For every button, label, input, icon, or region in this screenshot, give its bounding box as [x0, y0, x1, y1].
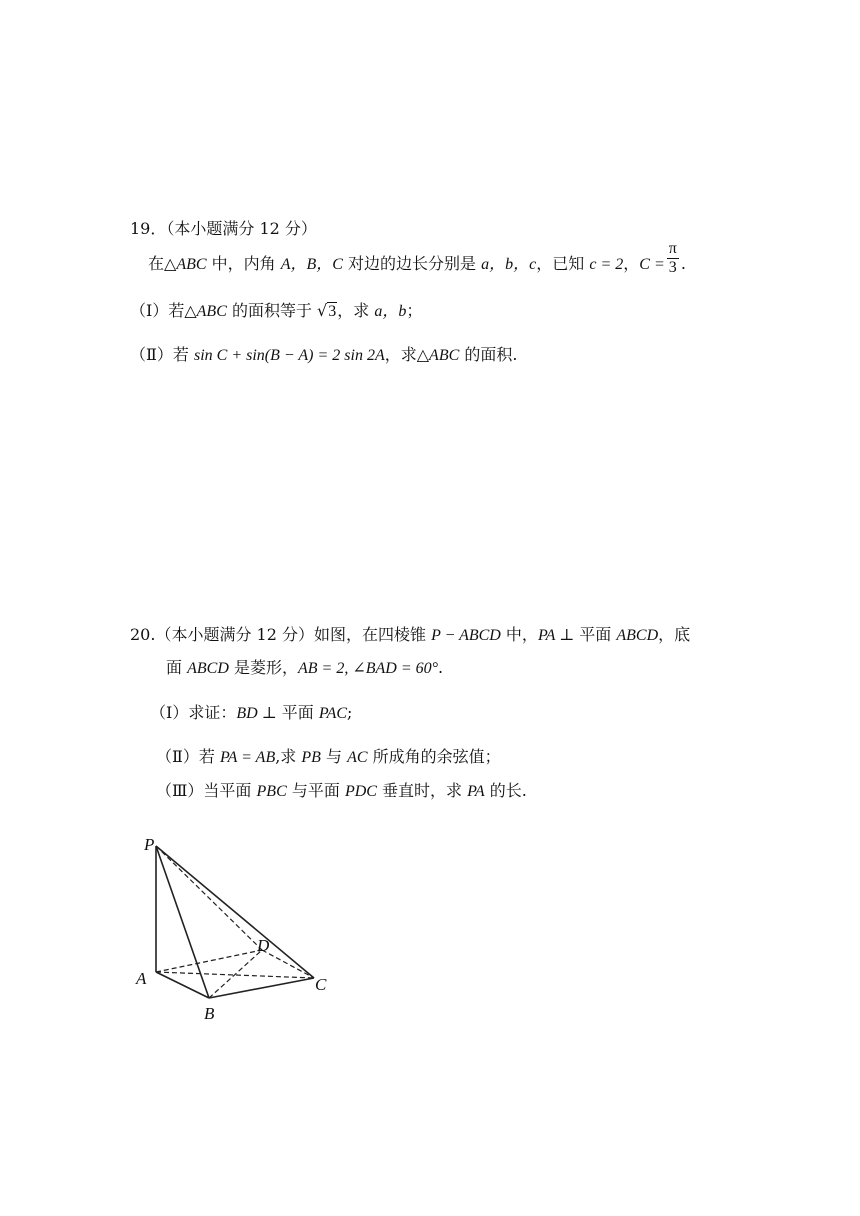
- q20-stem-line-2: [166, 657, 443, 680]
- q19-triangle-name: ABC: [176, 256, 207, 273]
- sqrt-3: √3: [317, 301, 337, 320]
- edge-pd: [156, 846, 262, 950]
- q20-stem-text: ，底: [658, 625, 691, 644]
- q20-part-3-text: 与平面: [286, 781, 345, 800]
- q19-triangle-name: ABC: [196, 303, 227, 320]
- q20-part-2-label: （Ⅱ）若: [156, 747, 220, 766]
- q20-pa-perp: PA ⊥: [537, 627, 575, 644]
- q19-part-1: [130, 300, 422, 323]
- q19-header: [130, 218, 317, 240]
- q20-bd-perp: BD ⊥: [236, 705, 277, 722]
- q20-stem-text: 中，: [500, 625, 538, 644]
- edge-dc: [262, 950, 314, 978]
- q19-given-angle-c: C =: [639, 256, 665, 273]
- fraction-denominator: 3: [668, 259, 677, 276]
- vertex-label-c: C: [315, 975, 327, 994]
- q19-stem-text: 在△: [148, 254, 177, 273]
- q20-part-3-label: （Ⅲ）当平面: [156, 781, 257, 800]
- fraction-numerator: π: [668, 240, 677, 257]
- q20-part-1-text: ;: [347, 703, 353, 722]
- q20-plane-name: ABCD: [616, 627, 659, 644]
- q20-stem-line-1: [130, 624, 690, 647]
- q20-part-2-text: 与: [320, 747, 348, 766]
- q20-plane-pac: PAC: [318, 705, 348, 722]
- q19-triangle-name: ABC: [429, 347, 460, 364]
- q19-stem: [148, 240, 686, 277]
- q20-part-2-text: 所成角的余弦值；: [367, 747, 501, 766]
- vertex-label-b: B: [204, 1004, 215, 1023]
- q20-given: AB = 2, ∠BAD = 60°: [297, 660, 439, 677]
- q19-part-1-text: ，求: [337, 301, 375, 320]
- vertex-label-d: D: [257, 936, 270, 955]
- q20-plane-name: ABCD: [187, 660, 229, 677]
- q19-header-text: 19．（本小题满分 12 分）: [130, 219, 317, 238]
- q20-stem-text: 是菱形，: [228, 658, 298, 677]
- q19-part-2-label: （Ⅱ）若: [130, 345, 194, 364]
- q19-stem-text: 中，内角: [206, 254, 281, 273]
- q19-stem-text: 对边的边长分别是: [342, 254, 482, 273]
- q19-part-2-text: 的面积.: [459, 345, 518, 364]
- q19-part-2: [130, 344, 517, 367]
- q20-stem-text: 面: [166, 658, 188, 677]
- q19-part-2-equation: sin C + sin(B − A) = 2 sin 2A: [193, 347, 385, 364]
- q20-part-1-text: 平面: [276, 703, 319, 722]
- q20-stem-text: 平面: [574, 625, 617, 644]
- q20-part-3-text: 的长.: [484, 781, 527, 800]
- q20-stem-text: .: [438, 658, 444, 677]
- q20-segment-ac: AC: [347, 749, 368, 766]
- vertex-label-p: P: [144, 835, 155, 854]
- q20-pyramid-name: P − ABCD: [431, 627, 501, 644]
- q20-stem-text: 20.（本小题满分 12 分）如图，在四棱锥: [130, 625, 432, 644]
- q20-segment-pa: PA: [467, 783, 485, 800]
- q19-part-1-label: （Ⅰ）若△: [130, 301, 197, 320]
- q20-part-3-text: 垂直时，求: [376, 781, 468, 800]
- q19-stem-text: ，: [623, 254, 640, 273]
- q20-segment-pb: PB: [301, 749, 321, 766]
- q20-plane-pdc: PDC: [344, 783, 377, 800]
- q20-part-1-label: （Ⅰ）求证：: [150, 703, 237, 722]
- q19-angle-vars: A，B，C: [280, 256, 343, 273]
- q19-part-2-text: ，求△: [384, 345, 430, 364]
- vertex-label-a: A: [136, 969, 147, 988]
- q19-given-c: c = 2: [589, 256, 624, 273]
- q20-part-3: [156, 780, 527, 803]
- q20-plane-pbc: PBC: [256, 783, 287, 800]
- q19-part-1-text: ；: [406, 301, 423, 320]
- q19-pi-over-3-fraction: [667, 240, 679, 277]
- q19-part-1-text: 的面积等于: [226, 301, 318, 320]
- sqrt-radicand: 3: [328, 303, 337, 320]
- q19-stem-text: .: [680, 254, 686, 273]
- edge-bc: [209, 978, 314, 998]
- q20-part-2-text: ,求: [275, 747, 302, 766]
- hidden-edges: [156, 846, 314, 998]
- q20-part-2-equation: PA = AB: [219, 749, 276, 766]
- q20-part-1: [150, 702, 352, 725]
- pyramid-figure: [130, 828, 340, 1028]
- q19-side-vars: a，b，c: [481, 256, 537, 273]
- q19-part-1-vars: a，b: [374, 303, 407, 320]
- q19-stem-text: ，已知: [536, 254, 590, 273]
- q20-part-2: [156, 746, 501, 769]
- edge-ad: [156, 950, 262, 972]
